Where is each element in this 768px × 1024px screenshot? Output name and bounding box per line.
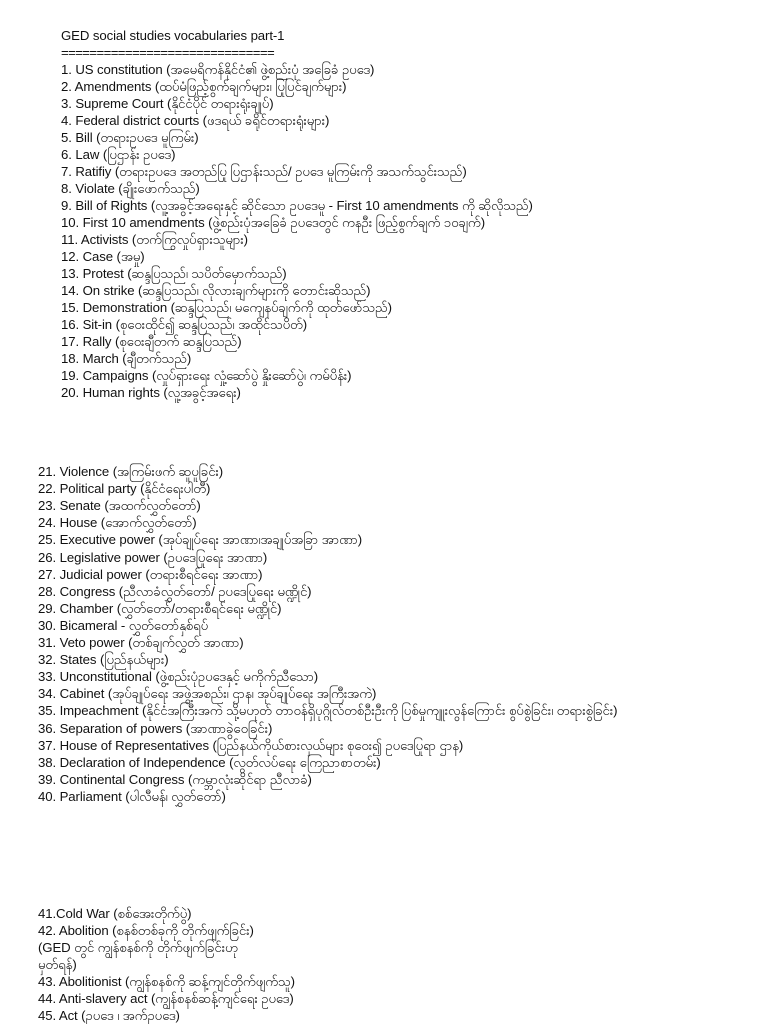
vocabulary-entry: 27. Judicial power (တရားစီရင်ရေး အာဏာ) — [38, 566, 263, 582]
vocabulary-entry: 17. Rally (စုဝေးချီတက် ဆန္ဒပြသည်) — [61, 334, 242, 349]
vocabulary-entry: 18. March (ချီတက်သည်) — [61, 351, 192, 366]
vocabulary-entry: 34. Cabinet (အုပ်ချုပ်ရေး အဖွဲ့အစည်း၊ ဌာန၊ အုပ်ချုပ်ရေး အကြီးအကဲ) — [38, 686, 377, 702]
vocabulary-entry: 20. Human rights (လူ့အခွင့်အရေး) — [61, 385, 241, 400]
vocabulary-entry: 32. States (ပြည်နယ်များ) — [38, 652, 169, 668]
vocabulary-entry: 6. Law (ပြဌာန်း ဥပဒေ) — [61, 147, 176, 162]
vocabulary-entry: (GED တွင် ကျွန်စနစ်ကို တိုက်ဖျက်ခြင်းဟု — [38, 940, 238, 955]
vocabulary-entry: 36. Separation of powers (အာဏာခွဲဝေခြင်း) — [38, 720, 273, 736]
vocabulary-entry: 11. Activists (တက်ကြွလှုပ်ရှားသူများ) — [61, 232, 248, 247]
vocabulary-entry: 44. Anti-slavery act (ကျွန်စနစ်ဆန့်ကျင်ရေး ဥပဒေ) — [38, 991, 294, 1006]
vocabulary-entry: 29. Chamber (လွှတ်တော်/တရားစီရင်ရေး မဏ္ဍိုင်) — [38, 600, 282, 616]
vocabulary-entry: 16. Sit-in (စုဝေးထိုင်၍ ဆန္ဒပြသည်၊ အထိုင်သပိတ်) — [61, 317, 308, 332]
vocabulary-entry: 21. Violence (အကြမ်းဖက် ဆူပူခြင်း) — [38, 464, 224, 479]
vocabulary-entry: 35. Impeachment (နိုင်ငံအကြီးအကဲ သို့မဟုတ် တာဝန်ရှိပုဂ္ဂိုလ်တစ်ဦးဦးကို ပြစ်မှုကျူးလွန်ကြောင်း စွပ်စွဲခြင်း၊ တရားစွဲခြင်း) — [38, 703, 618, 719]
document-title: GED social studies vocabularies part-1 — [61, 28, 285, 43]
vocabulary-entry: 2. Amendments (ထပ်မံဖြည့်စွက်ချက်များ၊ ပြုပြင်ချက်များ) — [61, 79, 347, 94]
vocabulary-entry: 13. Protest (ဆန္ဒပြသည်၊ သပိတ်မှောက်သည်) — [61, 266, 287, 281]
vocabulary-entry: 39. Continental Congress (ကမ္ဘာလုံးဆိုင်ရာ ညီလာခံ) — [38, 771, 312, 787]
vocabulary-entry: 30. Bicameral - လွှတ်တော်နှစ်ရပ် — [38, 617, 208, 633]
vocabulary-entry: 10. First 10 amendments (ဖွဲ့စည်းပုံအခြေခံ ဥပဒေတွင် ကနဦး ဖြည့်စွက်ချက် ၁၀ချက်) — [61, 215, 485, 230]
vocabulary-entry: 9. Bill of Rights (လူ့အခွင့်အရေးနှင့် ဆိုင်သော ဥပဒေမူ - First 10 amendments ကို ဆိုလိုသည်) — [61, 198, 533, 213]
vocabulary-entry: 37. House of Representatives (ပြည်နယ်ကိုယ်စားလှယ်များ စုဝေး၍ ဥပဒေပြုရာ ဌာန) — [38, 737, 464, 753]
vocabulary-entry: 15. Demonstration (ဆန္ဒပြသည်၊ မကျေနပ်ချက်ကို ထုတ်ဖော်သည်) — [61, 300, 392, 315]
vocabulary-entry: 41.Cold War (စစ်အေးတိုက်ပွဲ) — [38, 906, 192, 921]
vocabulary-entry: 33. Unconstitutional (ဖွဲ့စည်းပုံဥပဒေနှင့် မကိုက်ညီသော) — [38, 669, 319, 685]
vocabulary-entry: 8. Violate (ချိုးဖောက်သည်) — [61, 181, 200, 196]
vocabulary-entry: 38. Declaration of Independence (လွတ်လပ်ရေး ကြေညာစာတမ်း) — [38, 754, 381, 770]
vocabulary-entry: မှတ်ရန်) — [38, 957, 77, 972]
vocabulary-entry: 1. US constitution (အမေရိကန်နိုင်ငံ၏ ဖွဲ့စည်းပုံ အခြေခံ ဥပဒေ) — [61, 62, 375, 77]
vocabulary-entry: 31. Veto power (တစ်ချက်လွှတ် အာဏာ) — [38, 635, 244, 650]
vocabulary-entry: 42. Abolition (စနစ်တစ်ခုကို တိုက်ဖျက်ခြင်း) — [38, 923, 254, 938]
vocabulary-entry: 14. On strike (ဆန္ဒပြသည်၊ လိုလားချက်များကို တောင်းဆိုသည်) — [61, 283, 371, 298]
vocabulary-entry: 45. Act (ဥပဒေ ၊ အက်ဥပဒေ) — [38, 1008, 180, 1023]
vocabulary-entry: 24. House (အောက်လွှတ်တော်) — [38, 515, 197, 531]
vocabulary-entry: 7. Ratifiy (တရားဥပဒေ အတည်ပြု ပြဌာန်းသည်/ ဥပဒေ မူကြမ်းကို အသက်သွင်းသည်) — [61, 164, 467, 179]
vocabulary-entry: 43. Abolitionist (ကျွန်စနစ်ကို ဆန့်ကျင်တိုက်ဖျက်သူ) — [38, 974, 295, 989]
vocabulary-entry: 22. Political party (နိုင်ငံရေးပါတီ) — [38, 481, 211, 497]
vocabulary-entry: 12. Case (အမှု) — [61, 249, 145, 264]
vocabulary-entry: 25. Executive power (အုပ်ချုပ်ရေး အာဏာ၊အချုပ်အခြာ အာဏာ) — [38, 532, 363, 548]
vocabulary-entry: 3. Supreme Court (နိုင်ငံပိုင် တရားရုံးချုပ်) — [61, 96, 274, 111]
vocabulary-entry: 28. Congress (ညီလာခံလွှတ်တော်/ ဥပဒေပြုရေး မဏ္ဍိုင်) — [38, 583, 312, 599]
title-separator: ============================== — [61, 45, 275, 60]
vocabulary-entry: 23. Senate (အထက်လွှတ်တော်) — [38, 498, 201, 514]
vocabulary-entry: 19. Campaigns (လှုပ်ရှားရေး လှုံ့ဆော်ပွဲ နှိုးဆော်ပွဲ၊ ကမ်ပိန်း) — [61, 368, 352, 383]
vocabulary-entry: 26. Legislative power (ဥပဒေပြုရေး အာဏာ) — [38, 549, 268, 565]
vocabulary-entry: 4. Federal district courts (ဖဒရယ် ခရိုင်တရားရုံးများ) — [61, 113, 330, 128]
vocabulary-entry: 5. Bill (တရားဥပဒေ မူကြမ်း) — [61, 130, 199, 145]
vocabulary-entry: 40. Parliament (ပါလီမန်၊ လွှတ်တော်) — [38, 788, 226, 804]
